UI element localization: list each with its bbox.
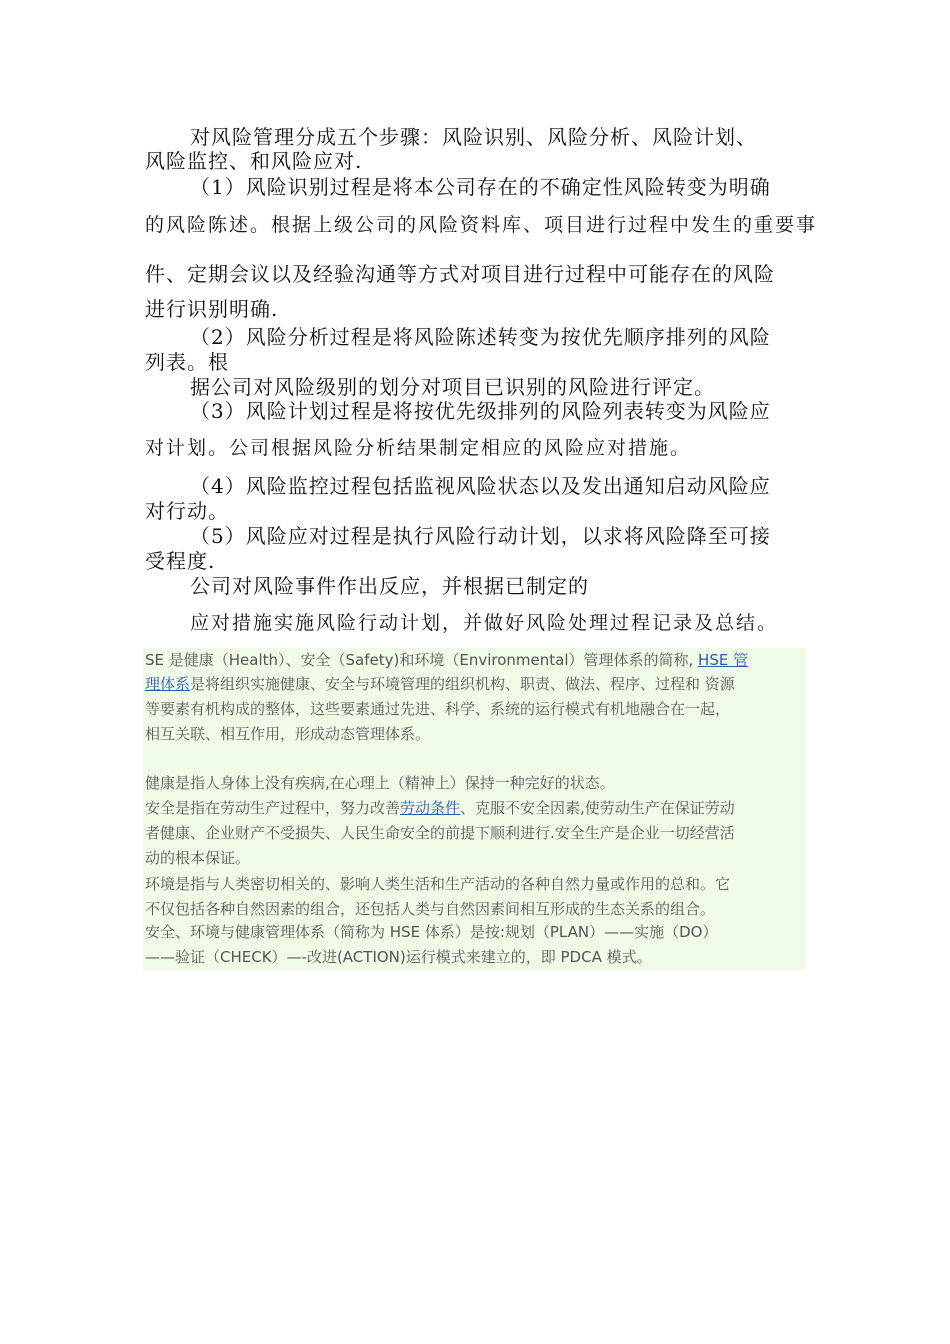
environment-definition: 环境是指与人类密切相关的、影响人类生活和生产活动的各种自然力量或作用的总和。它 <box>145 875 731 893</box>
hse-system-link[interactable]: 理体系 <box>145 675 191 693</box>
safety-definition: 者健康、企业财产不受损失、人民生命安全的前提下顺利进行.安全生产是企业一切经营活 <box>145 824 735 842</box>
hse-line: 相互关联、相互作用，形成动态管理体系。 <box>145 725 431 743</box>
paragraph-line: （4）风险监控过程包括监视风险状态以及发出通知启动风险应 <box>190 474 771 498</box>
hse-text: SE 是健康（Health）、安全（Safety)和环境（Environmental）管理体系的简称, <box>145 651 694 669</box>
paragraph-line: （1）风险识别过程是将本公司存在的不确定性风险转变为明确 <box>190 175 771 199</box>
paragraph-line: （3）风险计划过程是将按优先级排列的风险列表转变为风险应 <box>190 399 771 423</box>
paragraph-line: 列表。根 <box>145 350 229 374</box>
hse-system-link[interactable]: HSE 管 <box>698 651 749 669</box>
hse-line <box>145 650 748 670</box>
paragraph-line: 对计划。公司根据风险分析结果制定相应的风险应对措施。 <box>145 437 692 459</box>
environment-definition: 不仅包括各种自然因素的组合，还包括人类与自然因素间相互形成的生态关系的组合。 <box>145 900 716 918</box>
paragraph-line: 的风险陈述。根据上级公司的风险资料库、项目进行过程中发生的重要事 <box>145 214 818 236</box>
paragraph-line: 进行识别明确. <box>145 297 279 321</box>
paragraph-line: 风险监控、和风险应对. <box>145 149 363 173</box>
health-definition: 健康是指人身体上没有疾病,在心理上（精神上）保持一种完好的状态。 <box>145 774 615 792</box>
safety-definition <box>145 798 735 818</box>
hse-line: 等要素有机构成的整体，这些要素通过先进、科学、系统的运行模式有机地融合在一起， <box>145 700 731 718</box>
pdca-definition: ——验证（CHECK）—-改进(ACTION)运行模式来建立的，即 PDCA 模式。 <box>145 948 652 966</box>
paragraph-line: 对行动。 <box>145 499 229 523</box>
paragraph-line: 应对措施实施风险行动计划，并做好风险处理过程记录及总结。 <box>190 612 779 634</box>
paragraph-line: 据公司对风险级别的划分对项目已识别的风险进行评定。 <box>190 375 715 399</box>
safety-definition: 动的根本保证。 <box>145 849 251 867</box>
paragraph-line: 件、定期会议以及经验沟通等方式对项目进行过程中可能存在的风险 <box>145 262 775 286</box>
paragraph-line: 对风险管理分成五个步骤：风险识别、风险分析、风险计划、 <box>190 125 757 149</box>
pdca-definition: 安全、环境与健康管理体系（简称为 HSE 体系）是按:规划（PLAN）——实施（DO） <box>145 923 718 941</box>
paragraph-line: 公司对风险事件作出反应，并根据已制定的 <box>190 574 589 598</box>
hse-line <box>145 674 735 694</box>
paragraph-line: 受程度. <box>145 549 216 573</box>
safety-text: 安全是指在劳动生产过程中，努力改善 <box>145 799 401 817</box>
labor-conditions-link[interactable]: 劳动条件 <box>400 799 461 817</box>
paragraph-line: （5）风险应对过程是执行风险行动计划，以求将风险降至可接 <box>190 524 771 548</box>
hse-text: 是将组织实施健康、安全与环境管理的组织机构、职责、做法、程序、过程和 资源 <box>190 675 735 693</box>
safety-text: 、克服不安全因素,使劳动生产在保证劳动 <box>460 799 735 817</box>
paragraph-line: （2）风险分析过程是将风险陈述转变为按优先顺序排列的风险 <box>190 325 771 349</box>
